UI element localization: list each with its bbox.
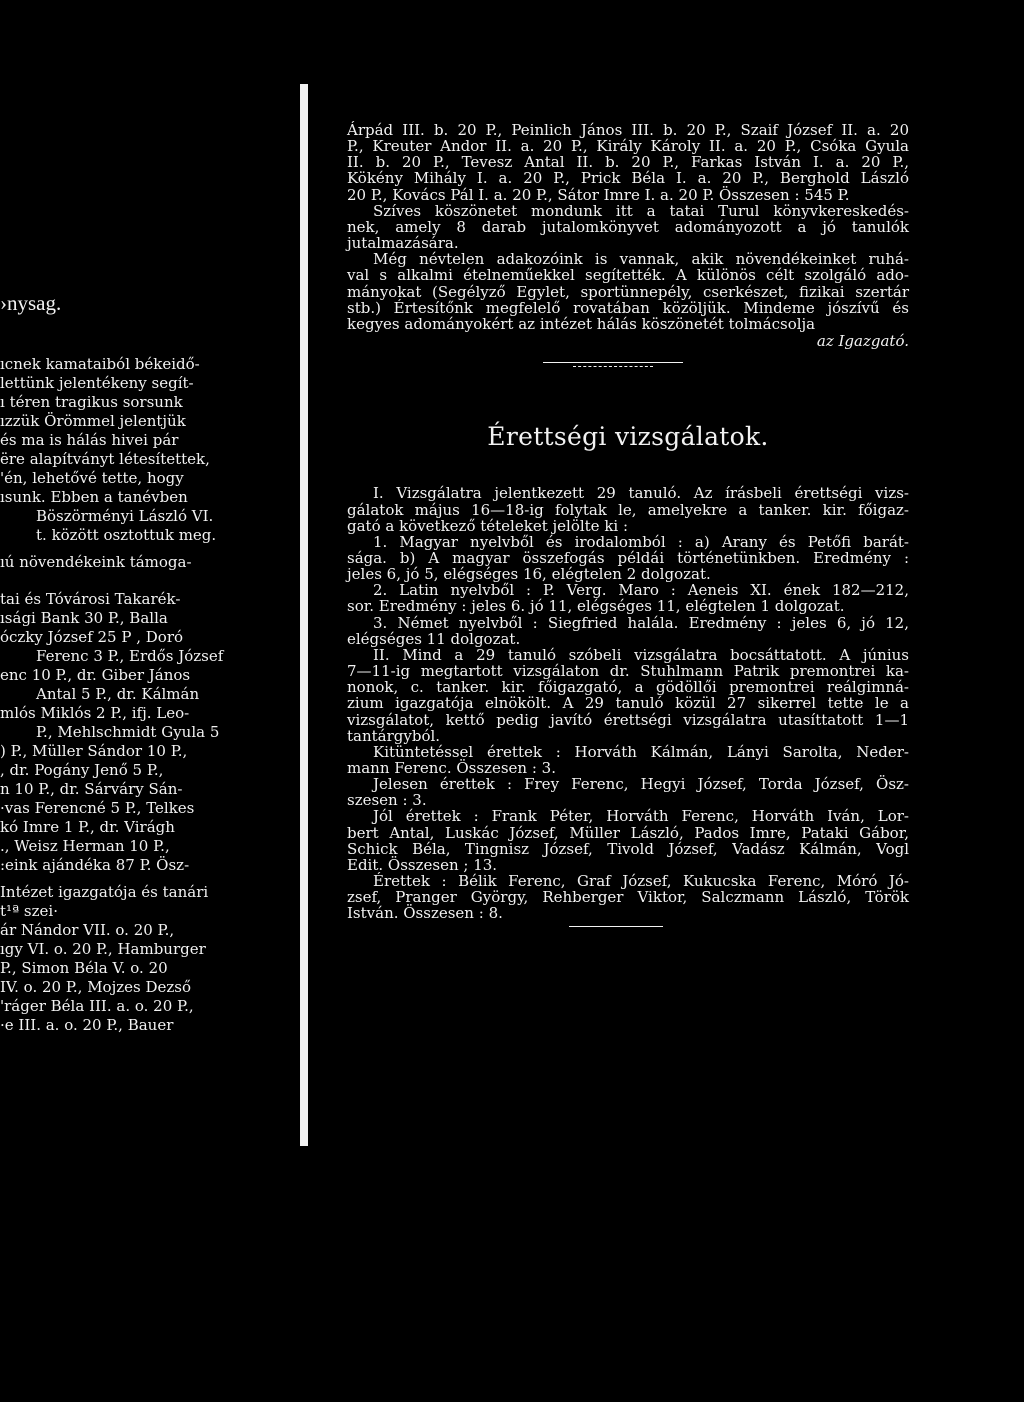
text-line: bert Antal, Luskác József, Müller László, Pados Imre, Pataki Gábor,: [347, 823, 909, 842]
text-line: I. Vizsgálatra jelentkezett 29 tanuló. Az írásbeli érettségi vizs-: [373, 484, 909, 503]
text-line: 3. Német nyelvből : Siegfried halála. Eredmény : jeles 6, jó 12,: [373, 613, 909, 632]
text-line: Kitüntetéssel érettek : Horváth Kálmán, Lányi Sarolta, Neder-: [373, 742, 909, 761]
left-line: P., Simon Béla V. o. 20: [0, 959, 168, 977]
anonymous-donors-paragraph: [347, 251, 909, 332]
text-line: sor. Eredmény : jeles 6. jó 11, elégséges 11, elégtelen 1 dolgozat.: [347, 597, 845, 616]
left-line: és ma is hálás hivei pár: [0, 431, 179, 449]
text-line: Jelesen érettek : Frey Ferenc, Hegyi József, Torda József, Ösz-: [373, 775, 909, 794]
text-line: szesen : 3.: [347, 791, 427, 810]
left-line: mlós Miklós 2 P., ifj. Leo-: [0, 704, 190, 722]
column-divider: [300, 84, 308, 1146]
ornament-divider: [543, 357, 683, 371]
left-line: ızzük Örömmel jelentjük: [0, 412, 186, 430]
exam-paragraph: [347, 647, 909, 744]
exam-paragraph: [347, 776, 909, 808]
left-line: óczky József 25 P , Doró: [0, 628, 184, 646]
text-line: nek, amely 8 darab jutalomkönyvet adományozott a jó tanulók: [347, 217, 909, 236]
right-column: [347, 122, 909, 927]
text-line: 20 P., Kovács Pál I. a. 20 P., Sátor Imre I. a. 20 P. Összesen : 545 P.: [347, 185, 850, 204]
exam-paragraph: [347, 808, 909, 873]
text-line: Árpád III. b. 20 P., Peinlich János III. b. 20 P., Szaif József II. a. 20: [347, 121, 909, 139]
text-line: kegyes adományokért az intézet hálás köszönetét tolmácsolja: [347, 314, 816, 333]
text-line: jutalmazására.: [347, 234, 459, 253]
left-line: ı téren tragikus sorsunk: [0, 393, 183, 411]
text-line: 1. Magyar nyelvből és irodalomból : a) Arany és Petőfi barát-: [373, 532, 909, 551]
left-line: ) P., Müller Sándor 10 P.,: [0, 742, 188, 760]
left-line: enc 10 P., dr. Giber János: [0, 666, 191, 684]
text-line: István. Összesen : 8.: [347, 904, 503, 923]
left-line: ıcnek kamataiból békeidő-: [0, 355, 200, 373]
text-line: II. b. 20 P., Tevesz Antal II. b. 20 P., Farkas István I. a. 20 P.,: [347, 153, 909, 172]
text-line: nonok, c. tanker. kir. főigazgató, a gödöllői premontrei reálgimná-: [347, 678, 909, 697]
exam-paragraph: [347, 615, 909, 647]
text-line: II. Mind a 29 tanuló szóbeli vizsgálatra bocsáttatott. A június: [373, 645, 909, 664]
left-line: ısági Bank 30 P., Balla: [0, 609, 168, 627]
exam-paragraph: [347, 534, 909, 582]
left-line: kó Imre 1 P., dr. Virágh: [0, 818, 175, 836]
left-line: ıgy VI. o. 20 P., Hamburger: [0, 940, 206, 958]
left-line: ·e III. a. o. 20 P., Bauer: [0, 1016, 174, 1034]
left-line: Intézet igazgatója és tanári: [0, 883, 209, 901]
left-line: t¹ª szei·: [0, 902, 58, 920]
text-line: sága. b) A magyar összefogás példái történetünkben. Eredmény :: [347, 548, 909, 567]
donation-list: [347, 122, 909, 203]
left-line: IV. o. 20 P., Mojzes Dezső: [0, 978, 192, 996]
left-line: Ferenc 3 P., Erdős József: [36, 647, 224, 665]
exam-paragraph: [347, 582, 909, 614]
exam-section: [347, 485, 909, 921]
left-line: :eink ajándéka 87 P. Ösz-: [0, 856, 190, 874]
text-line: jeles 6, jó 5, elégséges 16, elégtelen 2 dolgozat.: [347, 565, 711, 584]
left-line: ár Nándor VII. o. 20 P.,: [0, 921, 175, 939]
text-line: mann Ferenc. Összesen : 3.: [347, 759, 556, 777]
left-line: lettünk jelentékeny segít-: [0, 374, 194, 392]
text-line: vizsgálatot, kettő pedig javító érettségi vizsgálatra utasíttatott 1—1: [347, 710, 909, 729]
section-title: Érettségi vizsgálatok.: [487, 422, 769, 452]
left-line: ·vas Ferencné 5 P., Telkes: [0, 799, 195, 817]
exam-paragraph: [347, 873, 909, 921]
text-line: val s alkalmi ételneműekkel segítették. A különös célt szolgáló ado-: [347, 266, 909, 285]
text-line: Edit. Összesen ; 13.: [347, 855, 498, 874]
text-line: P., Kreuter Andor II. a. 20 P., Király Károly II. a. 20 P., Csóka Gyula: [347, 137, 909, 156]
text-line: 7—11-ig megtartott vizsgálaton dr. Stuhlmann Patrik premontrei ka-: [347, 662, 909, 681]
left-heading: ›nysag.: [0, 291, 62, 315]
text-line: Schick Béla, Tingnisz József, Tivold József, Vadász Kálmán, Vogl: [347, 839, 909, 858]
text-line: Jól érettek : Frank Péter, Horváth Ferenc, Horváth Iván, Lor-: [373, 807, 909, 826]
exam-paragraph: [347, 485, 909, 533]
text-line: stb.) Értesítőnk megfelelő rovatában közöljük. Mindeme jószívű és: [347, 298, 909, 317]
signature: az Igazgató.: [816, 332, 909, 351]
text-line: Kökény Mihály I. a. 20 P., Prick Béla I. a. 20 P., Berghold László: [347, 169, 909, 188]
text-line: gálatok május 16—18-ig folytak le, amelyekre a tanker. kir. főigaz-: [347, 500, 909, 519]
left-line: n 10 P., dr. Sárváry Sán-: [0, 780, 183, 798]
left-line: ëre alapítványt létesítettek,: [0, 450, 210, 468]
text-line: elégséges 11 dolgozat.: [347, 629, 521, 648]
thanks-paragraph: [347, 203, 909, 251]
left-line: ısunk. Ebben a tanévben: [0, 488, 188, 506]
left-line: 'ráger Béla III. a. o. 20 P.,: [0, 997, 194, 1015]
text-line: gató a következő tételeket jelölte ki :: [347, 516, 629, 535]
text-line: Szíves köszönetet mondunk itt a tatai Turul könyvkereskedés-: [373, 201, 909, 220]
end-rule: [569, 926, 663, 927]
left-line: , dr. Pogány Jenő 5 P.,: [0, 761, 164, 779]
text-line: Érettek : Bélik Ferenc, Graf József, Kukucska Ferenc, Móró Jó-: [373, 872, 909, 891]
left-line: t. között osztottuk meg.: [36, 526, 217, 544]
text-line: zsef, Pranger György, Rehberger Viktor, Salczmann László, Török: [347, 888, 909, 907]
text-line: mányokat (Segélyző Egylet, sportünnepély, cserkészet, fizikai szertár: [347, 282, 909, 301]
left-line: ., Weisz Herman 10 P.,: [0, 837, 170, 855]
left-line: tai és Tóvárosi Takarék-: [0, 590, 181, 608]
text-line: 2. Latin nyelvből : P. Verg. Maro : Aeneis XI. ének 182—212,: [373, 581, 909, 600]
left-line: 'én, lehetővé tette, hogy: [0, 469, 184, 487]
text-line: zium igazgatója elnökölt. A 29 tanuló közül 27 sikerrel tette le a: [347, 694, 909, 713]
text-line: Még névtelen adakozóink is vannak, akik növendékeinket ruhá-: [373, 250, 909, 269]
exam-paragraph: [347, 744, 909, 776]
left-line: P., Mehlschmidt Gyula 5: [36, 723, 220, 741]
left-line: ıú növendékeink támoga-: [0, 553, 192, 571]
left-line: Antal 5 P., dr. Kálmán: [36, 685, 200, 703]
left-line: Böszörményi László VI.: [36, 507, 214, 525]
left-column: [0, 0, 240, 1402]
text-line: tantárgyból.: [347, 726, 441, 745]
